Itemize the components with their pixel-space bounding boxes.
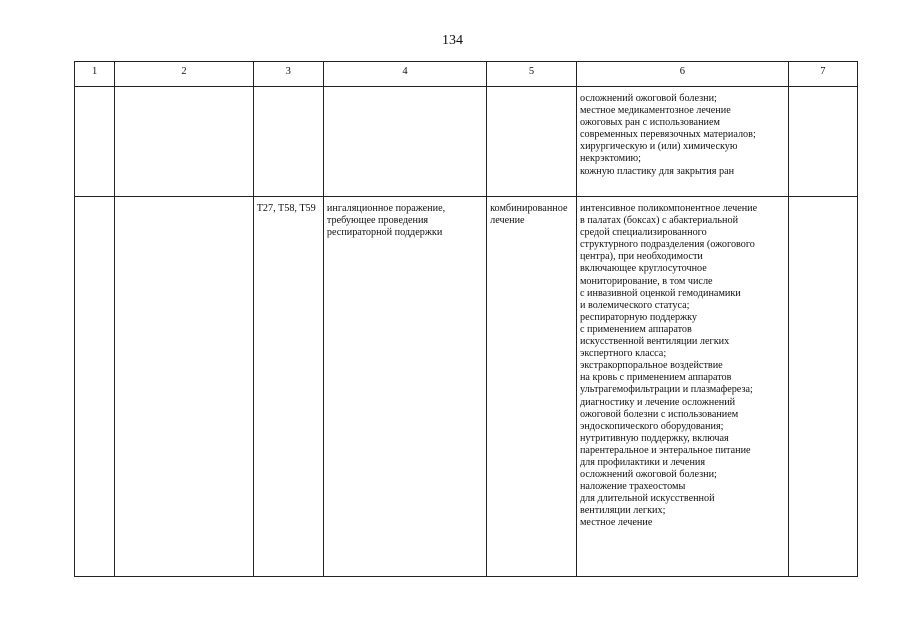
column-header-5: 5 bbox=[487, 62, 577, 87]
table-row bbox=[75, 87, 858, 197]
diagnosis-code-cell: T27, T58, T59 bbox=[253, 197, 323, 577]
table-cell bbox=[788, 197, 857, 577]
column-header-6: 6 bbox=[576, 62, 788, 87]
treatment-method-cell: интенсивное поликомпонентное лечение в палатах (боксах) с абактериальной средой специализированного структурного подразделения (ожогового центра), при необходимости включающее круглосуточное мониторирование, в том числе с инвазивной оценкой гемодинамики и волемического статуса; респираторную поддержку с применением аппаратов искусственной вентиляции легких экспертного класса; экстракорпоральное воздействие на кровь с применением аппаратов ультрагемофильтрации и плазмафереза; диагностику и лечение осложнений ожоговой болезни с использованием эндоскопического оборудования; нутритивную поддержку, включая парентеральное и энтеральное питание для профилактики и лечения осложнений ожоговой болезни; наложение трахеостомы для длительной искусственной вентиляции легких; местное лечение bbox=[576, 197, 788, 577]
column-header-1: 1 bbox=[75, 62, 115, 87]
column-header-7: 7 bbox=[788, 62, 857, 87]
column-header-3: 3 bbox=[253, 62, 323, 87]
column-header-4: 4 bbox=[323, 62, 486, 87]
table-cell bbox=[115, 197, 253, 577]
document-table bbox=[74, 61, 858, 577]
page-number: 134 bbox=[442, 33, 463, 48]
patient-model-cell: ингаляционное поражение, требующее проведения респираторной поддержки bbox=[323, 197, 486, 577]
table-cell bbox=[788, 87, 857, 197]
table-header-row bbox=[75, 62, 858, 87]
treatment-type-cell: комбинированное лечение bbox=[487, 197, 577, 577]
table-row bbox=[75, 197, 858, 577]
treatment-method-cell: осложнений ожоговой болезни; местное медикаментозное лечение ожоговых ран с использованием современных перевязочных материалов; хирургическую и (или) химическую некрэктомию; кожную пластику для закрытия ран bbox=[576, 87, 788, 197]
column-header-2: 2 bbox=[115, 62, 253, 87]
table-cell bbox=[75, 87, 115, 197]
table-cell bbox=[115, 87, 253, 197]
table-cell bbox=[75, 197, 115, 577]
table-cell bbox=[323, 87, 486, 197]
table-cell bbox=[487, 87, 577, 197]
table-cell bbox=[253, 87, 323, 197]
